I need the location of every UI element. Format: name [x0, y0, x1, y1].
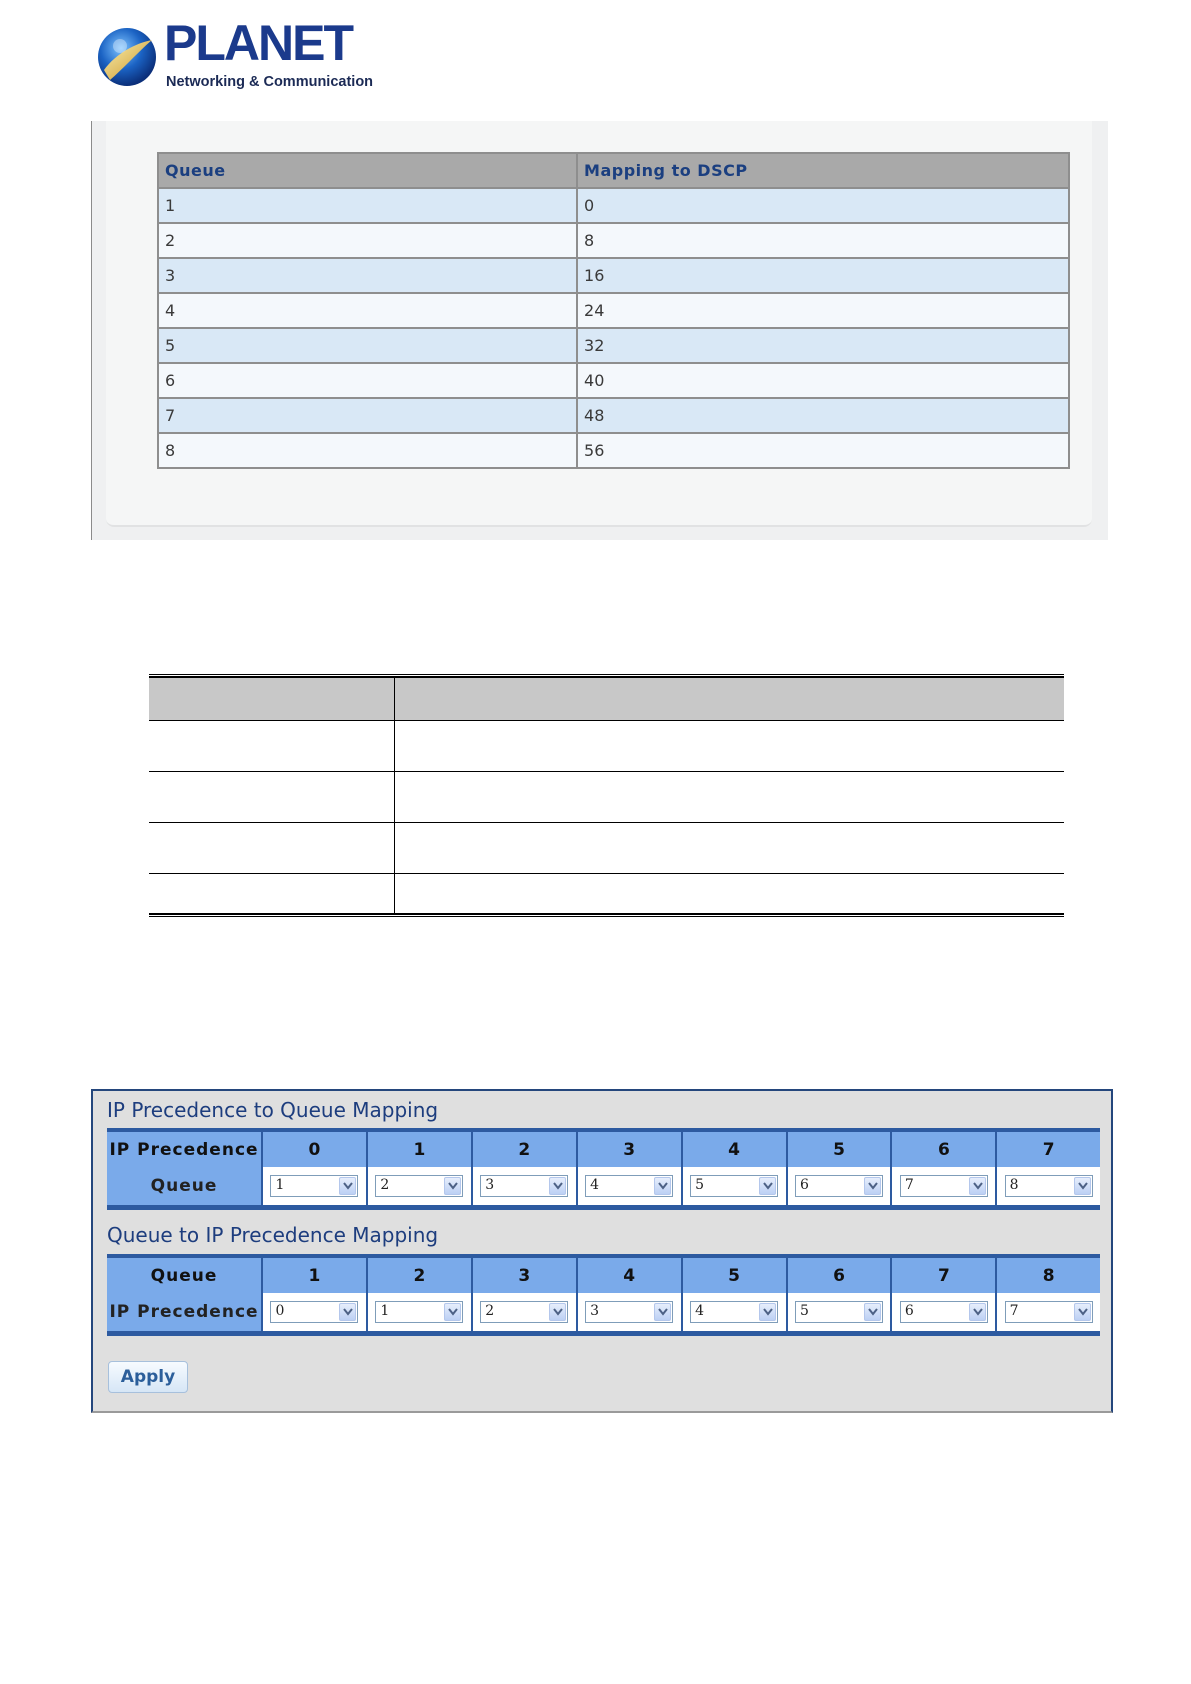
ipp-to-queue-table: [107, 1128, 1100, 1210]
description-table: [149, 674, 1064, 917]
select-value: 1: [275, 1177, 285, 1193]
table-row: [158, 363, 1069, 398]
queue-to-ipp-table: [107, 1254, 1100, 1336]
queue-to-ipp-column-7: 8: [997, 1258, 1100, 1293]
row-header-queue: Queue: [107, 1167, 263, 1205]
ipp-to-queue-select-5[interactable]: [795, 1175, 883, 1197]
ipp-to-queue-title: IP Precedence to Queue Mapping: [107, 1098, 439, 1122]
select-value: 3: [590, 1303, 600, 1319]
chevron-down-icon[interactable]: [759, 1177, 776, 1195]
select-value: 2: [380, 1177, 390, 1193]
ip-precedence-panel: [91, 1089, 1113, 1413]
chevron-down-icon[interactable]: [339, 1177, 356, 1195]
queue-to-ipp-select-3[interactable]: [585, 1301, 673, 1323]
dscp-cell: 24: [577, 293, 1069, 328]
chevron-down-icon[interactable]: [444, 1303, 461, 1321]
ipp-to-queue-select-cell: [997, 1167, 1100, 1205]
queue-to-ipp-select-0[interactable]: [270, 1301, 358, 1323]
planet-logo: [96, 15, 374, 94]
table-row: [158, 398, 1069, 433]
ipp-to-queue-select-cell: [263, 1167, 368, 1205]
select-value: 4: [695, 1303, 704, 1319]
chevron-down-icon[interactable]: [654, 1177, 671, 1195]
queue-cell: 4: [158, 293, 577, 328]
queue-dscp-table: [157, 152, 1070, 469]
ipp-to-queue-select-7[interactable]: [1005, 1175, 1093, 1197]
queue-to-ipp-select-cell: [997, 1293, 1100, 1331]
dscp-cell: 16: [577, 258, 1069, 293]
queue-to-ipp-column-6: 7: [892, 1258, 997, 1293]
table-row: [149, 721, 1064, 772]
queue-cell: 2: [158, 223, 577, 258]
chevron-down-icon[interactable]: [1074, 1177, 1091, 1195]
globe-icon: [96, 26, 158, 88]
ipp-to-queue-column-4: 4: [683, 1132, 788, 1167]
queue-to-ipp-select-cell: [473, 1293, 578, 1331]
table-row: [149, 874, 1064, 914]
ipp-to-queue-select-0[interactable]: [270, 1175, 358, 1197]
ipp-to-queue-select-6[interactable]: [900, 1175, 988, 1197]
queue-to-ipp-title: Queue to IP Precedence Mapping: [107, 1223, 439, 1247]
queue-to-ipp-select-cell: [368, 1293, 473, 1331]
queue-to-ipp-select-cell: [578, 1293, 683, 1331]
table-row: [158, 328, 1069, 363]
ipp-to-queue-column-7: 7: [997, 1132, 1100, 1167]
ipp-to-queue-select-1[interactable]: [375, 1175, 463, 1197]
chevron-down-icon[interactable]: [654, 1303, 671, 1321]
ipp-to-queue-column-3: 3: [578, 1132, 683, 1167]
queue-to-ipp-select-row: [107, 1293, 1100, 1331]
table-row: [158, 188, 1069, 223]
queue-to-ipp-select-4[interactable]: [690, 1301, 778, 1323]
ipp-to-queue-select-cell: [578, 1167, 683, 1205]
row-header-queue: Queue: [107, 1258, 263, 1293]
ipp-to-queue-select-2[interactable]: [480, 1175, 568, 1197]
select-value: 8: [1009, 1177, 1019, 1193]
dscp-cell: 0: [577, 188, 1069, 223]
brand-name: PLANET: [164, 15, 352, 71]
ipp-to-queue-select-cell: [368, 1167, 473, 1205]
dscp-cell: 40: [577, 363, 1069, 398]
ipp-to-queue-column-1: 1: [368, 1132, 473, 1167]
queue-to-ipp-select-5[interactable]: [795, 1301, 883, 1323]
ipp-to-queue-select-4[interactable]: [690, 1175, 778, 1197]
apply-button[interactable]: Apply: [108, 1361, 188, 1393]
table-row: [158, 223, 1069, 258]
dscp-cell: 8: [577, 223, 1069, 258]
queue-to-ipp-column-0: 1: [263, 1258, 368, 1293]
table-header-row: [158, 153, 1069, 188]
select-value: 3: [485, 1177, 495, 1193]
dscp-cell: 32: [577, 328, 1069, 363]
queue-to-ipp-select-cell: [788, 1293, 893, 1331]
queue-cell: 6: [158, 363, 577, 398]
queue-to-ipp-select-2[interactable]: [480, 1301, 568, 1323]
chevron-down-icon[interactable]: [969, 1177, 986, 1195]
dscp-mapping-panel: [91, 121, 1108, 540]
table-row: [149, 678, 1064, 721]
select-value: 7: [1009, 1303, 1019, 1319]
chevron-down-icon[interactable]: [1074, 1303, 1091, 1321]
select-value: 7: [904, 1177, 914, 1193]
table-row: [158, 258, 1069, 293]
dscp-cell: 48: [577, 398, 1069, 433]
ipp-to-queue-header-row: [107, 1132, 1100, 1167]
ipp-to-queue-column-6: 6: [892, 1132, 997, 1167]
queue-to-ipp-select-6[interactable]: [900, 1301, 988, 1323]
select-value: 2: [485, 1303, 495, 1319]
queue-to-ipp-column-5: 6: [788, 1258, 893, 1293]
brand-tagline: Networking & Communication: [166, 74, 374, 90]
queue-cell: 5: [158, 328, 577, 363]
row-header-ip-precedence: IP Precedence: [107, 1293, 263, 1331]
queue-to-ipp-header-row: [107, 1258, 1100, 1293]
ipp-to-queue-select-cell: [683, 1167, 788, 1205]
chevron-down-icon[interactable]: [759, 1303, 776, 1321]
queue-cell: 8: [158, 433, 577, 468]
table-row: [158, 433, 1069, 468]
queue-to-ipp-column-1: 2: [368, 1258, 473, 1293]
queue-to-ipp-select-cell: [263, 1293, 368, 1331]
dscp-cell: 56: [577, 433, 1069, 468]
ipp-to-queue-select-row: [107, 1167, 1100, 1205]
select-value: 0: [275, 1303, 285, 1319]
chevron-down-icon[interactable]: [549, 1303, 566, 1321]
ipp-to-queue-select-cell: [473, 1167, 578, 1205]
select-value: 5: [799, 1303, 809, 1319]
queue-to-ipp-column-3: 4: [578, 1258, 683, 1293]
row-header-ip-precedence: IP Precedence: [107, 1132, 263, 1167]
ipp-to-queue-select-3[interactable]: [585, 1175, 673, 1197]
ipp-to-queue-select-cell: [788, 1167, 893, 1205]
queue-to-ipp-select-7[interactable]: [1005, 1301, 1093, 1323]
ipp-to-queue-column-5: 5: [788, 1132, 893, 1167]
chevron-down-icon[interactable]: [339, 1303, 356, 1321]
column-header-mapping: Mapping to DSCP: [577, 153, 1069, 188]
chevron-down-icon[interactable]: [864, 1177, 881, 1195]
ipp-to-queue-column-2: 2: [473, 1132, 578, 1167]
table-row: [149, 823, 1064, 874]
select-value: 5: [695, 1177, 704, 1193]
dscp-mapping-panel-inner: [106, 121, 1092, 527]
table-row: [149, 772, 1064, 823]
select-value: 4: [590, 1177, 600, 1193]
chevron-down-icon[interactable]: [444, 1177, 461, 1195]
chevron-down-icon[interactable]: [969, 1303, 986, 1321]
chevron-down-icon[interactable]: [864, 1303, 881, 1321]
queue-cell: 3: [158, 258, 577, 293]
table-row: [158, 293, 1069, 328]
queue-to-ipp-select-cell: [892, 1293, 997, 1331]
column-header-queue: Queue: [158, 153, 577, 188]
queue-to-ipp-column-4: 5: [683, 1258, 788, 1293]
queue-cell: 1: [158, 188, 577, 223]
chevron-down-icon[interactable]: [549, 1177, 566, 1195]
select-value: 6: [799, 1177, 809, 1193]
queue-to-ipp-column-2: 3: [473, 1258, 578, 1293]
ipp-to-queue-column-0: 0: [263, 1132, 368, 1167]
queue-to-ipp-select-1[interactable]: [375, 1301, 463, 1323]
description-table-body: [149, 678, 1064, 913]
queue-to-ipp-select-cell: [683, 1293, 788, 1331]
select-value: 6: [904, 1303, 914, 1319]
ipp-to-queue-select-cell: [892, 1167, 997, 1205]
select-value: 1: [380, 1303, 390, 1319]
queue-cell: 7: [158, 398, 577, 433]
